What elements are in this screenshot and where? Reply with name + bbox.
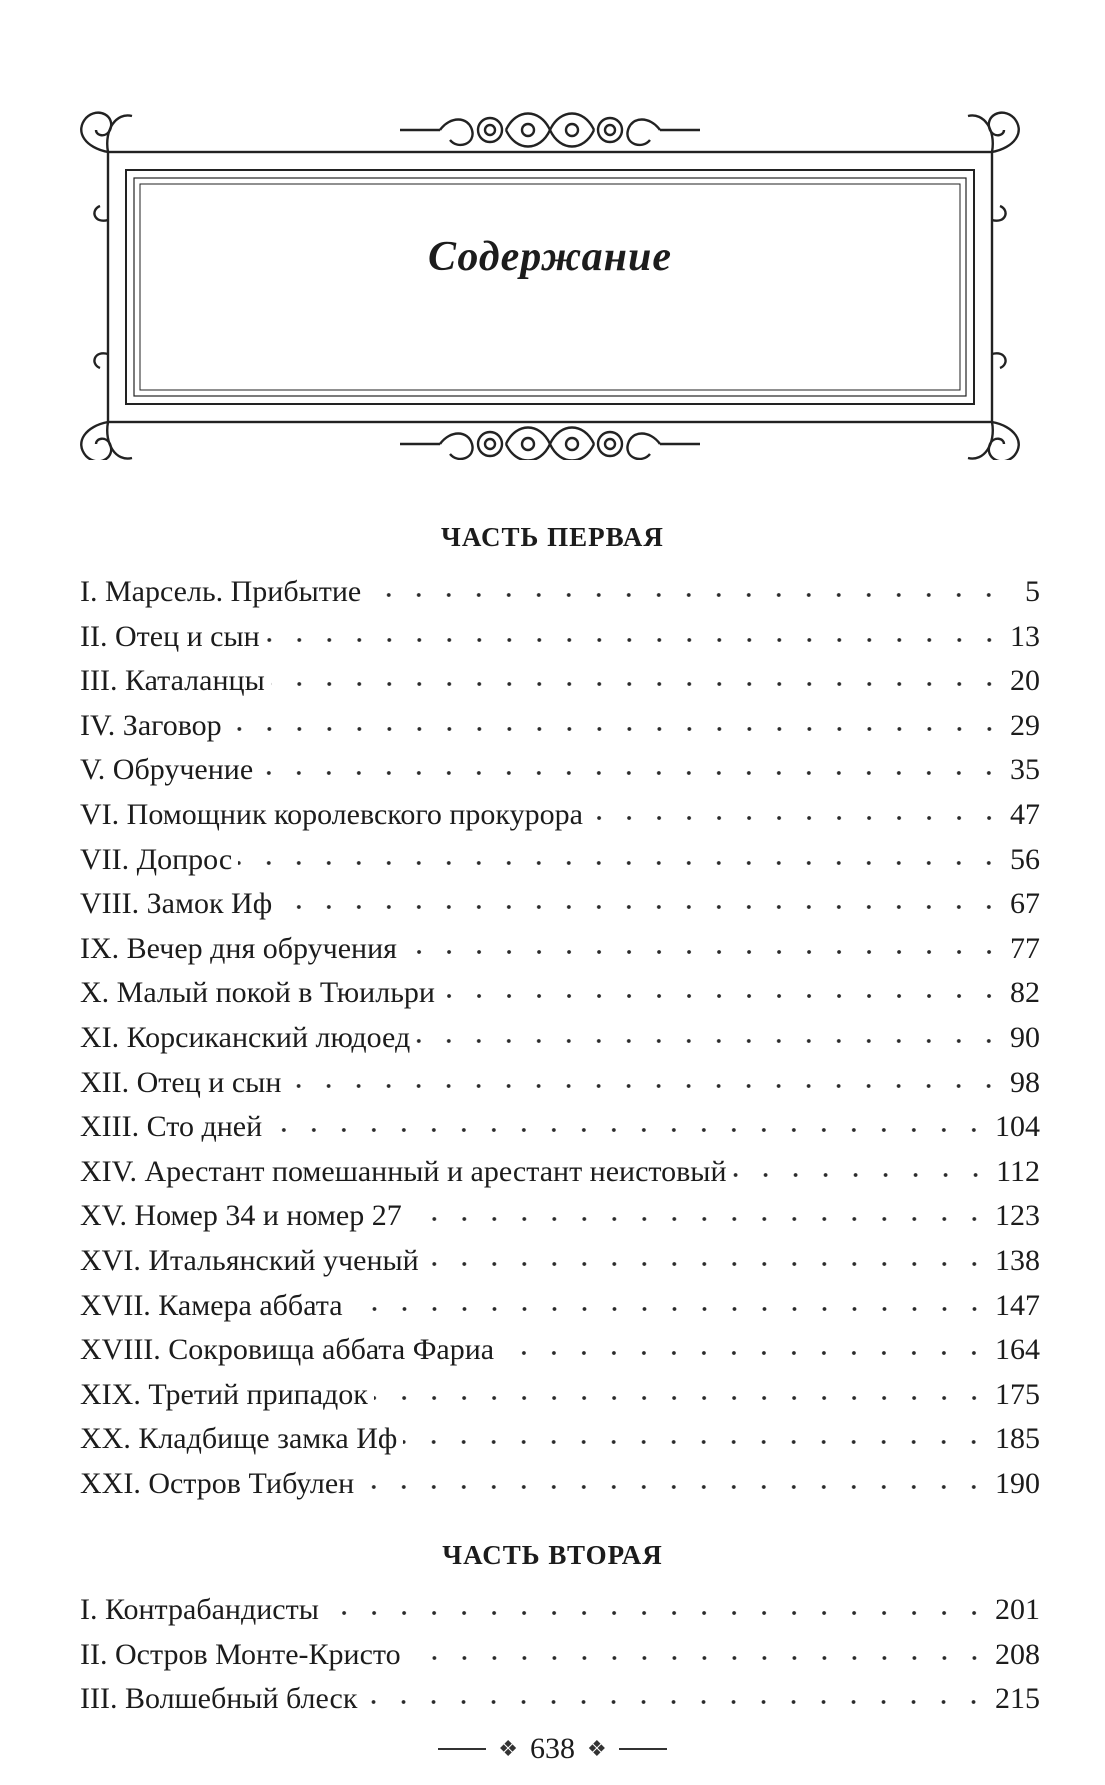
- chapter-title: VIII. Замок Иф: [80, 887, 273, 921]
- toc-entry: [80, 1373, 1040, 1418]
- toc-entry: [80, 1284, 1040, 1329]
- part-heading: ЧАСТЬ ПЕРВАЯ: [441, 522, 664, 552]
- chapter-page-number: 98: [1010, 1065, 1040, 1099]
- page-footer: [0, 1732, 1105, 1766]
- chapter-page-number: 201: [995, 1593, 1040, 1626]
- dot-leader: [403, 948, 1004, 956]
- chapter-title: VII. Допрос: [80, 842, 233, 876]
- chapter-title: XIV. Арестант помешанный и арестант неистовый: [80, 1154, 727, 1188]
- chapter-title: I. Контрабандисты: [80, 1593, 319, 1626]
- toc-entry: [80, 1061, 1040, 1106]
- chapter-page-number: 112: [996, 1154, 1040, 1188]
- chapter-title: XIII. Сто дней: [80, 1110, 263, 1144]
- chapter-page-number: 67: [1010, 887, 1040, 921]
- footer-rule: [438, 1748, 486, 1750]
- chapter-page-number: 29: [1010, 708, 1040, 742]
- toc-entry: [80, 1150, 1040, 1195]
- toc-entry: [80, 882, 1040, 927]
- chapter-title: XX. Кладбище замка Иф: [80, 1422, 398, 1456]
- chapter-page-number: 215: [995, 1682, 1040, 1716]
- part-heading: ЧАСТЬ ВТОРАЯ: [442, 1540, 663, 1570]
- toc-entry: [80, 1328, 1040, 1373]
- chapter-title: XII. Отец и сын: [80, 1065, 282, 1099]
- toc-list-part-1: [80, 570, 1040, 1506]
- dot-leader: [403, 1438, 989, 1446]
- dot-leader: [500, 1349, 989, 1357]
- toc-entry: [80, 748, 1040, 793]
- chapter-page-number: 77: [1010, 931, 1040, 965]
- footer-rule: [619, 1748, 667, 1750]
- dot-leader: [360, 1483, 989, 1491]
- dot-leader: [425, 1260, 989, 1268]
- chapter-page-number: 208: [995, 1637, 1040, 1671]
- chapter-page-number: 47: [1010, 797, 1040, 831]
- dot-leader: [408, 1215, 989, 1223]
- chapter-title: V. Обручение: [80, 753, 254, 787]
- toc-list-part-2: [80, 1588, 1040, 1722]
- toc-entry: [80, 1105, 1040, 1150]
- toc-entry: [80, 615, 1040, 660]
- dot-leader: [278, 903, 1004, 911]
- chapter-page-number: 13: [1010, 619, 1040, 653]
- chapter-title: XXI. Остров Тибулен: [80, 1466, 355, 1500]
- chapter-title: IV. Заговор: [80, 708, 222, 742]
- chapter-page-number: 35: [1010, 753, 1040, 787]
- chapter-page-number: 175: [995, 1377, 1040, 1411]
- chapter-page-number: 123: [995, 1199, 1040, 1233]
- dot-leader: [268, 1126, 989, 1134]
- toc-entry: [80, 704, 1040, 749]
- dot-leader: [325, 1609, 989, 1617]
- fleuron-icon: ❖: [587, 1736, 607, 1761]
- chapter-page-number: 104: [995, 1110, 1040, 1144]
- chapter-page-number: 20: [1010, 664, 1040, 698]
- chapter-page-number: 82: [1010, 976, 1040, 1010]
- chapter-page-number: 185: [995, 1422, 1040, 1456]
- dot-leader: [441, 992, 1004, 1000]
- chapter-title: III. Каталанцы: [80, 664, 265, 698]
- dot-leader: [733, 1171, 991, 1179]
- toc-entry: [80, 971, 1040, 1016]
- chapter-page-number: 56: [1010, 842, 1040, 876]
- chapter-title: III. Волшебный блеск: [80, 1682, 358, 1716]
- chapter-title: IX. Вечер дня обручения: [80, 931, 397, 965]
- chapter-title: II. Остров Монте-Кристо: [80, 1637, 401, 1671]
- dot-leader: [271, 680, 1004, 688]
- chapter-title: XVIII. Сокровища аббата Фариа: [80, 1333, 495, 1367]
- dot-leader: [238, 859, 1004, 867]
- toc-entry: [80, 1016, 1040, 1061]
- toc-entry: [80, 1239, 1040, 1284]
- dot-leader: [407, 1654, 989, 1662]
- dot-leader: [349, 1305, 989, 1313]
- chapter-page-number: 147: [995, 1288, 1040, 1322]
- dot-leader: [589, 814, 1004, 822]
- dot-leader: [266, 636, 1004, 644]
- chapter-title: II. Отец и сын: [80, 619, 260, 653]
- toc-entry: [80, 1633, 1040, 1678]
- chapter-title: VI. Помощник королевского прокурора: [80, 797, 583, 831]
- chapter-title: XVI. Итальянский ученый: [80, 1243, 419, 1277]
- dot-leader: [259, 769, 1004, 777]
- page-title: Содержание: [428, 234, 672, 280]
- page-number: 638: [530, 1732, 575, 1765]
- ornamental-frame-icon: [70, 100, 1030, 460]
- dot-leader: [363, 1698, 989, 1706]
- chapter-page-number: 190: [995, 1466, 1040, 1500]
- dot-leader: [287, 1082, 1004, 1090]
- toc-entry: [80, 793, 1040, 838]
- chapter-title: XIX. Третий припадок: [80, 1377, 368, 1411]
- toc-entry: [80, 1417, 1040, 1462]
- toc-entry: [80, 838, 1040, 883]
- toc-entry: [80, 1588, 1040, 1633]
- toc-entry: [80, 1462, 1040, 1507]
- dot-leader: [416, 1037, 1004, 1045]
- chapter-page-number: 138: [995, 1243, 1040, 1277]
- dot-leader: [367, 591, 1004, 599]
- toc-entry: [80, 927, 1040, 972]
- chapter-title: XV. Номер 34 и номер 27: [80, 1199, 402, 1233]
- toc-entry: [80, 1677, 1040, 1722]
- chapter-page-number: 164: [995, 1333, 1040, 1367]
- dot-leader: [374, 1394, 989, 1402]
- chapter-title: XVII. Камера аббата: [80, 1288, 343, 1322]
- chapter-title: I. Марсель. Прибытие: [80, 575, 362, 608]
- toc-entry: [80, 570, 1040, 615]
- fleuron-icon: ❖: [498, 1736, 518, 1761]
- chapter-page-number: 5: [1025, 575, 1040, 608]
- chapter-page-number: 90: [1010, 1020, 1040, 1054]
- toc-entry: [80, 659, 1040, 704]
- dot-leader: [228, 725, 1004, 733]
- toc-entry: [80, 1194, 1040, 1239]
- chapter-title: XI. Корсиканский людоед: [80, 1020, 411, 1054]
- chapter-title: X. Малый покой в Тюильри: [80, 976, 435, 1010]
